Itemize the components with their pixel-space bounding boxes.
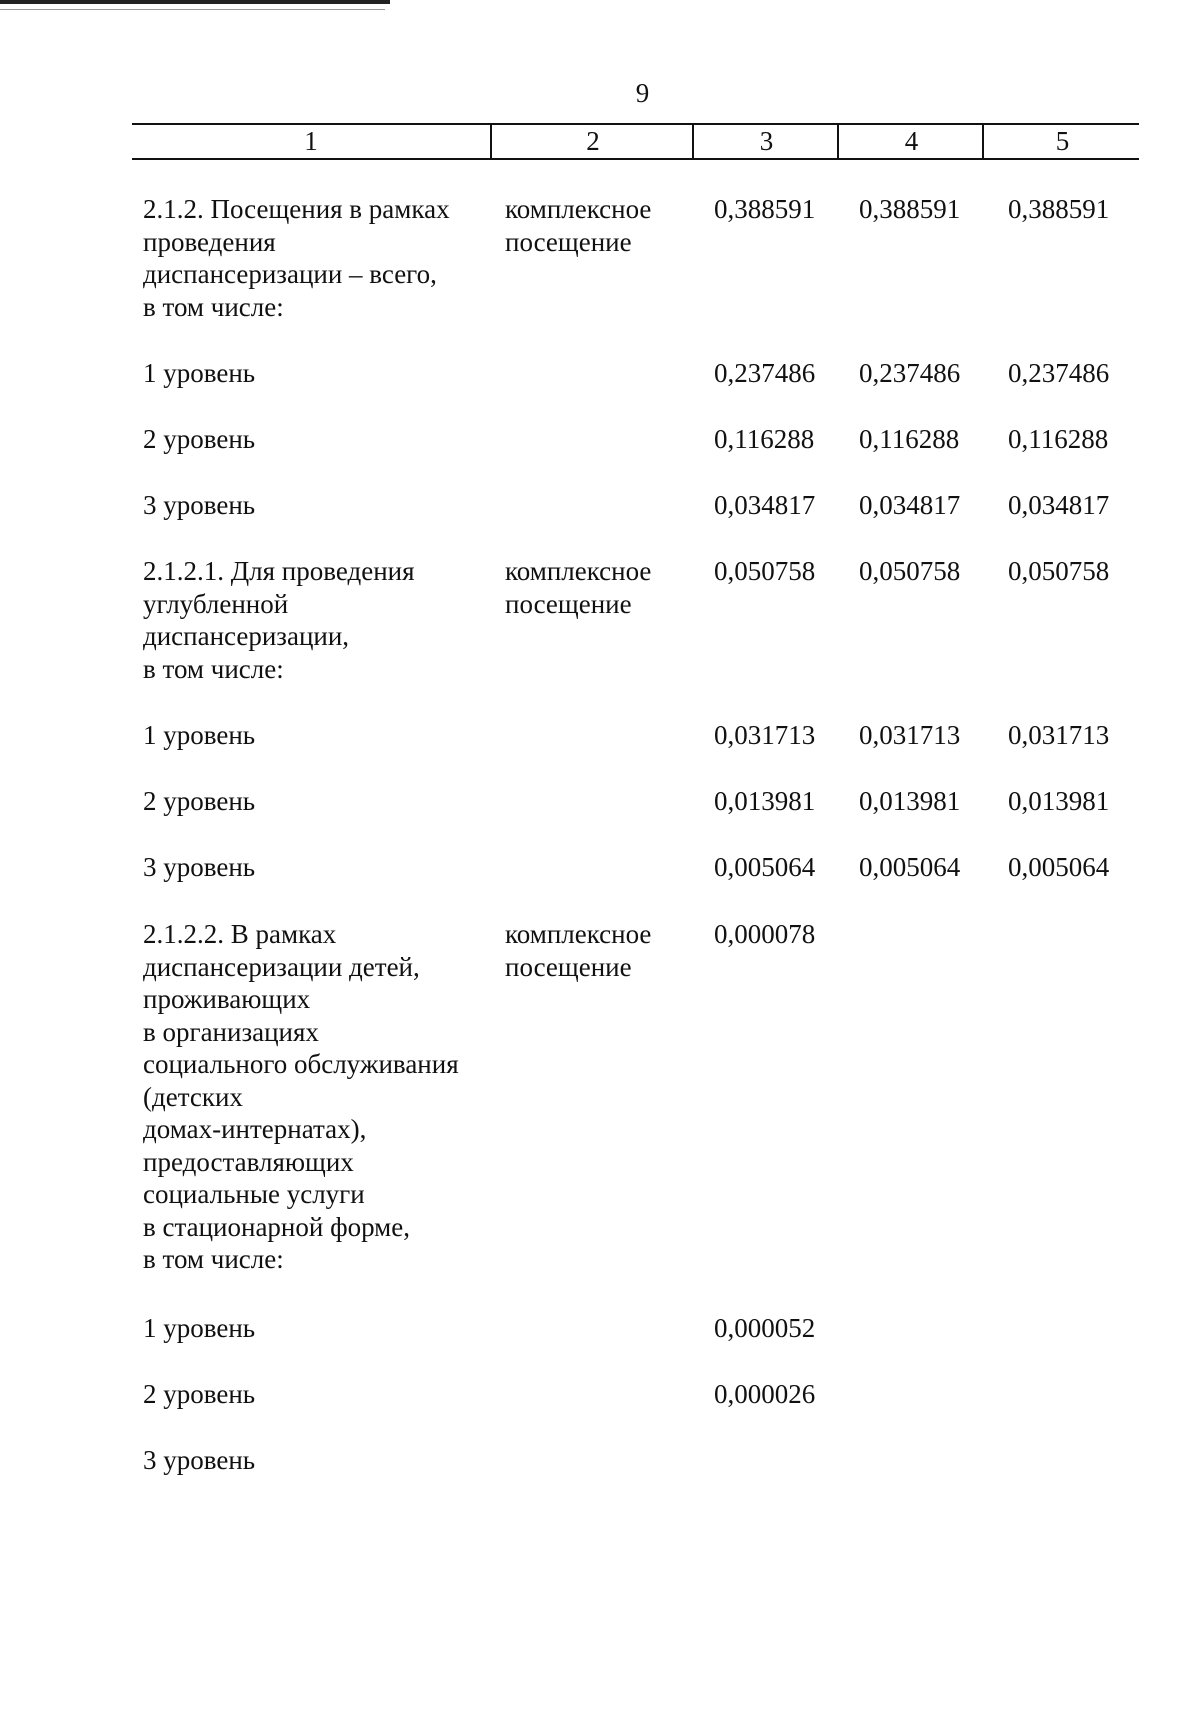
- value-col-3: 0,000026: [714, 1379, 816, 1409]
- row-name: 2.1.2. Посещения в рамках проведения диспансеризации – всего, в том числе:: [143, 194, 450, 322]
- scan-edge-mark-thin: [0, 9, 385, 10]
- row-name: 2.1.2.2. В рамках диспансеризации детей, проживающих в организациях социального обслуживания (детских домах-интернатах), предоставляющих социальные услуги в стационарной форме, в том числе:: [143, 919, 459, 1274]
- column-header-1: 1: [304, 126, 318, 156]
- value-col-5: 0,388591: [1008, 194, 1110, 224]
- value-col-5: 0,005064: [1008, 852, 1110, 882]
- value-col-4: 0,031713: [859, 720, 961, 750]
- value-col-4: 0,050758: [859, 556, 961, 586]
- row-unit: комплексное посещение: [505, 919, 652, 982]
- column-header-2: 2: [490, 125, 694, 158]
- column-header-4: 4: [837, 125, 984, 158]
- value-col-3: 0,031713: [714, 720, 816, 750]
- row-name: 3 уровень: [143, 490, 256, 520]
- row-name: 1 уровень: [143, 358, 256, 388]
- value-col-3: 0,005064: [714, 852, 816, 882]
- value-col-4: 0,034817: [859, 490, 961, 520]
- value-col-3: 0,000078: [714, 919, 816, 949]
- value-col-5: 0,116288: [1008, 424, 1109, 454]
- value-col-4: 0,116288: [859, 424, 960, 454]
- row-name: 1 уровень: [143, 720, 256, 750]
- page-number: 9: [635, 78, 650, 108]
- column-header-3: 3: [692, 125, 839, 158]
- value-col-3: 0,050758: [714, 556, 816, 586]
- value-col-4: 0,013981: [859, 786, 961, 816]
- value-col-3: 0,388591: [714, 194, 816, 224]
- value-col-3: 0,000052: [714, 1313, 816, 1343]
- value-col-5: 0,237486: [1008, 358, 1110, 388]
- row-name: 2 уровень: [143, 424, 256, 454]
- row-unit: комплексное посещение: [505, 194, 652, 257]
- value-col-4: 0,237486: [859, 358, 961, 388]
- value-col-3: 0,013981: [714, 786, 816, 816]
- column-header-5: 5: [982, 125, 1141, 158]
- value-col-5: 0,013981: [1008, 786, 1110, 816]
- row-name: 2.1.2.1. Для проведения углубленной диспансеризации, в том числе:: [143, 556, 415, 684]
- row-name: 1 уровень: [143, 1313, 256, 1343]
- table-header: [132, 123, 1139, 160]
- value-col-3: 0,116288: [714, 424, 815, 454]
- value-col-5: 0,050758: [1008, 556, 1110, 586]
- row-name: 2 уровень: [143, 1379, 256, 1409]
- row-name: 3 уровень: [143, 1445, 256, 1475]
- value-col-3: 0,237486: [714, 358, 816, 388]
- value-col-5: 0,034817: [1008, 490, 1110, 520]
- scan-edge-mark: [0, 0, 390, 4]
- value-col-4: 0,388591: [859, 194, 961, 224]
- value-col-4: 0,005064: [859, 852, 961, 882]
- value-col-5: 0,031713: [1008, 720, 1110, 750]
- value-col-3: 0,034817: [714, 490, 816, 520]
- row-name: 2 уровень: [143, 786, 256, 816]
- row-unit: комплексное посещение: [505, 556, 652, 619]
- row-name: 3 уровень: [143, 852, 256, 882]
